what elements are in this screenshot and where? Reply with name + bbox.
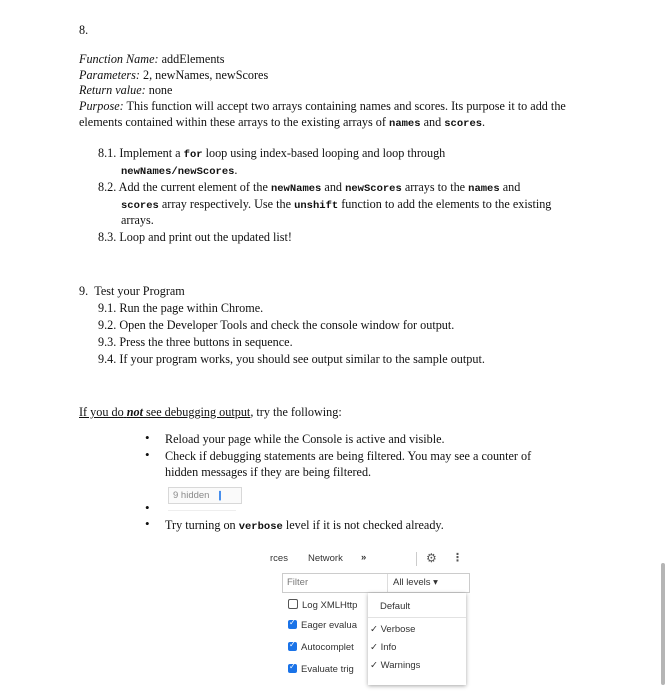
checkbox-unchecked[interactable]: [288, 599, 298, 609]
item-8-2-line-2: scores array respectively. Use the unshift function to add the elements to the existing: [121, 197, 552, 212]
tab-network[interactable]: Network: [308, 553, 343, 564]
item-9-2: 9.2. Open the Developer Tools and check the console window for output.: [98, 318, 455, 332]
purpose-line-2: elements contained within these arrays to the existing arrays of names and scores.: [79, 115, 486, 130]
item-8-1-line-1: 8.1. Implement a for loop using index-based looping and loop through: [98, 146, 446, 161]
check-icon: ✓: [370, 624, 378, 635]
tab-sources[interactable]: rces: [270, 553, 288, 564]
check-icon: ✓: [370, 660, 378, 671]
page-scrollbar[interactable]: [661, 563, 665, 685]
tab-divider: [416, 552, 417, 566]
item-9-3: 9.3. Press the three buttons in sequence.: [98, 335, 293, 349]
kebab-icon[interactable]: ⋮: [452, 552, 463, 564]
log-levels-menu: [368, 593, 466, 685]
gear-icon[interactable]: ⚙: [426, 551, 437, 565]
purpose-line-1: Purpose: This function will accept two arrays containing names and scores. Its purpose it to add the: [79, 99, 566, 113]
bullet-2-line-2: hidden messages if they are being filtered.: [165, 465, 372, 479]
return-value-line: Return value: none: [79, 83, 173, 97]
filter-row: [282, 573, 470, 593]
bullet-3-dot: •: [145, 516, 150, 531]
hidden-messages-counter[interactable]: 9 hidden ❙: [168, 487, 242, 504]
menu-item-verbose[interactable]: ✓ Verbose: [370, 624, 416, 635]
item-8-2-line-1: 8.2. Add the current element of the newNames and newScores arrays to the names and: [98, 180, 521, 195]
log-xmlhttp-setting[interactable]: Log XMLHttp: [288, 599, 370, 611]
parameters-line: Parameters: 2, newNames, newScores: [79, 68, 269, 82]
checkbox-checked[interactable]: [288, 642, 297, 651]
section-8-number: 8.: [79, 23, 89, 37]
menu-divider: [368, 617, 466, 618]
check-icon: ✓: [370, 642, 378, 653]
filter-divider: [387, 574, 388, 592]
bullet-1-dot: •: [145, 430, 150, 445]
evaluate-triggers-setting[interactable]: ✓Evaluate trig: [288, 664, 370, 675]
console-settings: [288, 598, 368, 688]
item-9-1: 9.1. Run the page within Chrome.: [98, 301, 264, 315]
hidden-indicator-icon: ❙: [216, 490, 225, 501]
debug-heading: If you do not see debugging output, try the following:: [79, 405, 342, 419]
more-tabs-icon[interactable]: »: [361, 552, 367, 563]
bullet-2-line-1: Check if debugging statements are being filtered. You may see a counter of: [165, 449, 532, 463]
item-9-4: 9.4. If your program works, you should see output similar to the sample output.: [98, 352, 485, 366]
counter-underline: [168, 505, 236, 511]
checkbox-checked[interactable]: [288, 620, 297, 629]
bullet-1-text: Reload your page while the Console is active and visible.: [165, 432, 445, 446]
devtools-screenshot: [268, 548, 468, 688]
function-name-line: Function Name: addElements: [79, 52, 225, 66]
section-9-title: 9. Test your Program: [79, 284, 185, 298]
item-8-2-line-3: arrays.: [121, 213, 154, 227]
devtools-tab-bar: [268, 548, 468, 570]
item-8-3: 8.3. Loop and print out the updated list!: [98, 230, 292, 244]
bullet-empty-dot: •: [145, 500, 150, 515]
bullet-3-text: Try turning on verbose level if it is not checked already.: [165, 518, 444, 533]
eager-eval-setting[interactable]: ✓Eager evalua: [288, 620, 370, 631]
menu-item-warnings[interactable]: ✓ Warnings: [370, 660, 421, 671]
bullet-2-dot: •: [145, 447, 150, 462]
menu-item-info[interactable]: ✓ Info: [370, 642, 397, 653]
log-levels-dropdown[interactable]: All levels ▾: [393, 577, 438, 588]
checkbox-checked[interactable]: [288, 664, 297, 673]
filter-input[interactable]: Filter: [287, 577, 309, 588]
autocomplete-setting[interactable]: ✓Autocomplet: [288, 642, 370, 653]
menu-item-default[interactable]: Default: [380, 601, 411, 612]
item-8-1-line-2: newNames/newScores.: [121, 163, 238, 178]
